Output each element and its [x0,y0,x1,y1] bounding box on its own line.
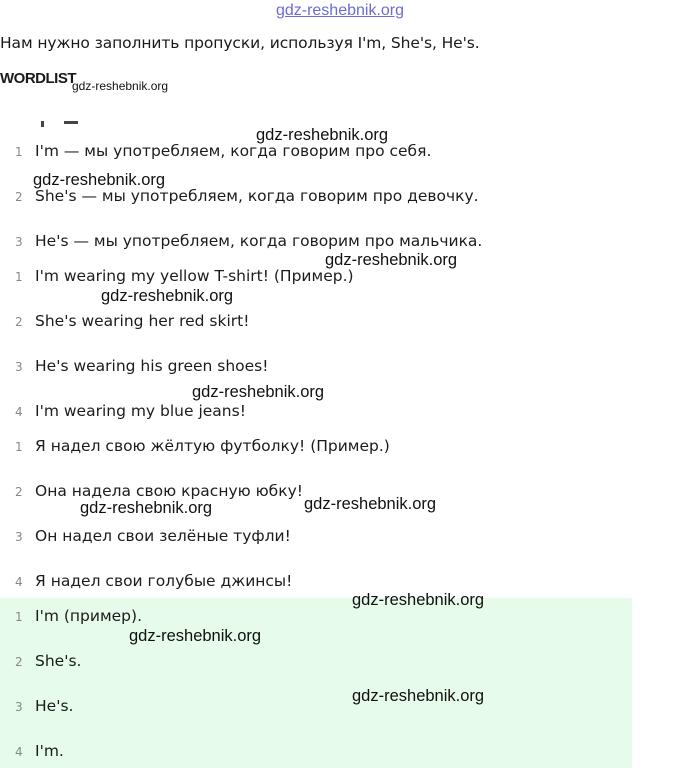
answer-item [0,607,640,640]
item-number: 1 [15,145,23,159]
intro-text: Нам нужно заполнить пропуски, используя I'm, She's, He's. [0,34,480,52]
site-link[interactable]: gdz-reshebnik.org [275,2,405,19]
item-number: 3 [15,700,23,714]
item-text: She's wearing her red skirt! [35,312,250,330]
watermark: gdz-reshebnik.org [129,627,262,645]
item-number: 3 [15,235,23,249]
item-number: 1 [15,610,23,624]
watermark-small: gdz-reshebnik.org [72,79,169,93]
item-number: 4 [15,745,23,759]
item-text: I'm (пример). [35,607,142,625]
list-item [0,267,640,300]
watermark: gdz-reshebnik.org [33,171,166,189]
item-number: 2 [15,485,23,499]
item-text: I'm. [35,742,64,760]
watermark: gdz-reshebnik.org [192,383,325,401]
watermark: gdz-reshebnik.org [352,591,485,609]
item-text: I'm wearing my yellow T-shirt! (Пример.) [35,267,354,285]
answer-item [0,652,640,685]
watermark: gdz-reshebnik.org [352,687,485,705]
item-number: 2 [15,190,23,204]
item-text: Она надела свою красную юбку! [35,482,303,500]
item-text: She's. [35,652,82,670]
item-text: Я надел свои голубые джинсы! [35,572,293,590]
watermark: gdz-reshebnik.org [80,499,213,517]
watermark: gdz-reshebnik.org [256,126,389,144]
item-number: 4 [15,405,23,419]
item-number: 4 [15,575,23,589]
cropped-text-fragment [40,121,82,131]
list-item [0,402,640,435]
item-text: He's wearing his green shoes! [35,357,269,375]
item-text: I'm — мы употребляем, когда говорим про себя. [35,142,432,160]
item-text: Я надел свою жёлтую футболку! (Пример.) [35,437,390,455]
item-text: I'm wearing my blue jeans! [35,402,246,420]
item-number: 1 [15,440,23,454]
list-item [0,232,640,265]
answer-item [0,742,640,775]
list-item [0,312,640,345]
item-text: He's — мы употребляем, когда говорим про мальчика. [35,232,483,250]
item-number: 2 [15,315,23,329]
list-item [0,572,640,605]
answer-item [0,697,640,730]
wordlist-label: WORDLIST [0,70,76,87]
list-item [0,187,640,220]
item-number: 3 [15,530,23,544]
list-item [0,437,640,470]
item-number: 3 [15,360,23,374]
item-text: Он надел свои зелёные туфли! [35,527,291,545]
watermark: gdz-reshebnik.org [304,495,437,513]
item-number: 2 [15,655,23,669]
watermark: gdz-reshebnik.org [325,251,458,269]
list-item [0,527,640,560]
watermark: gdz-reshebnik.org [101,287,234,305]
item-text: She's — мы употребляем, когда говорим про девочку. [35,187,479,205]
item-number: 1 [15,270,23,284]
item-text: He's. [35,697,74,715]
